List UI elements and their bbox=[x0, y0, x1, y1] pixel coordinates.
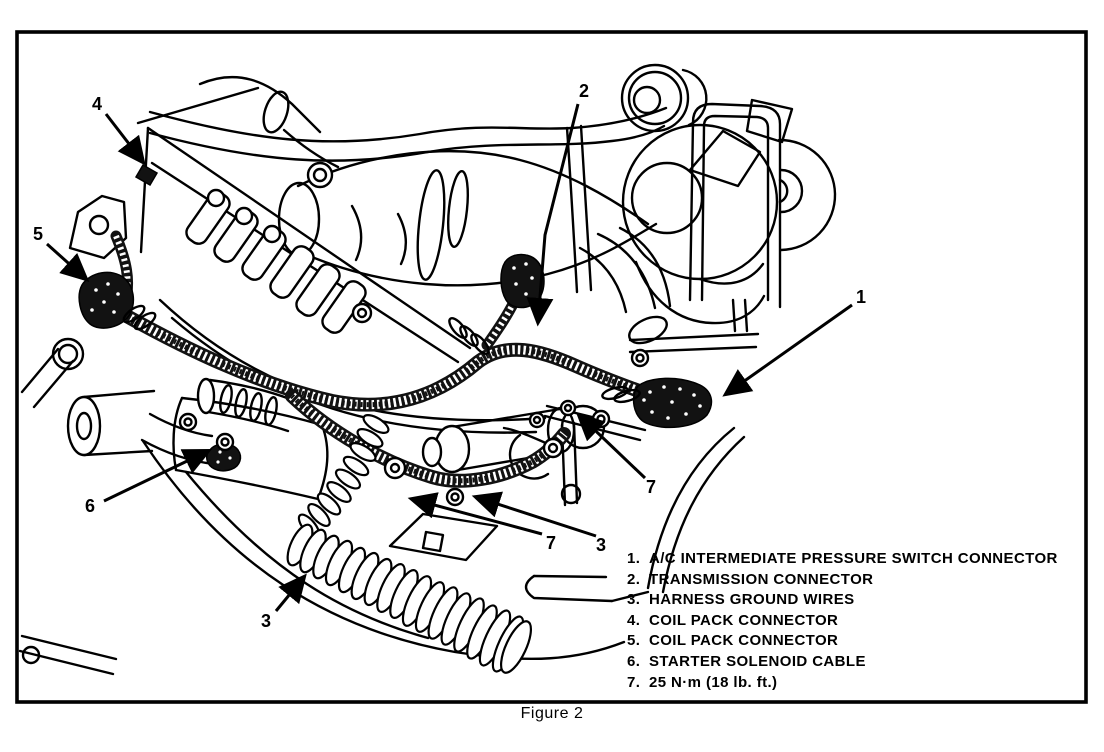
callout-3-bottom: 3 bbox=[260, 611, 272, 631]
corrugated-hose bbox=[283, 521, 537, 676]
legend-item-label: 25 N·m (18 lb. ft.) bbox=[649, 673, 778, 691]
legend-item-5 bbox=[627, 631, 1097, 652]
legend-item-6 bbox=[627, 652, 1097, 673]
leader-5 bbox=[47, 244, 86, 279]
legend-item-label: TRANSMISSION CONNECTOR bbox=[649, 570, 874, 588]
callout-5: 5 bbox=[32, 224, 44, 244]
coil-pack bbox=[183, 189, 369, 336]
legend-item-number: 1. bbox=[627, 550, 641, 567]
legend-item-label: COIL PACK CONNECTOR bbox=[649, 632, 839, 650]
legend-item-label: STARTER SOLENOID CABLE bbox=[649, 652, 866, 670]
legend-item-number: 5. bbox=[627, 632, 641, 650]
legend-item-2 bbox=[627, 570, 1097, 591]
cowl-panel-lines bbox=[138, 88, 545, 433]
callout-2: 2 bbox=[578, 81, 590, 101]
figure-caption: Figure 2 bbox=[520, 705, 584, 722]
leader-4 bbox=[106, 114, 143, 162]
callout-6: 6 bbox=[84, 496, 96, 516]
legend-item-number: 7. bbox=[627, 673, 641, 691]
muffler-cylinder bbox=[68, 391, 154, 455]
intake-plenum bbox=[279, 151, 656, 285]
exhaust-cones bbox=[580, 228, 671, 348]
legend-item-number: 4. bbox=[627, 611, 641, 629]
legend-item-label: A/C INTERMEDIATE PRESSURE SWITCH CONNECTOR bbox=[649, 550, 1058, 567]
legend-item-3 bbox=[627, 590, 1097, 611]
legend-item-number: 6. bbox=[627, 652, 641, 670]
callout-1: 1 bbox=[855, 287, 867, 307]
callout-3-mid: 3 bbox=[595, 535, 607, 555]
legend bbox=[627, 549, 1097, 693]
legend-item-number: 3. bbox=[627, 591, 641, 609]
legend-item-7 bbox=[627, 673, 1097, 694]
legend-item-label: COIL PACK CONNECTOR bbox=[649, 611, 839, 629]
transmission-connector-2 bbox=[501, 255, 544, 308]
legend-item-label: HARNESS GROUND WIRES bbox=[649, 591, 855, 609]
coil-pack-connector-4 bbox=[136, 165, 157, 185]
legend-item-4 bbox=[627, 611, 1097, 632]
legend-item-1 bbox=[627, 549, 1097, 570]
leader-1 bbox=[726, 305, 852, 394]
callout-7-mid: 7 bbox=[645, 477, 657, 497]
callout-4: 4 bbox=[91, 94, 103, 114]
legend-item-number: 2. bbox=[627, 570, 641, 588]
callout-7-left: 7 bbox=[545, 533, 557, 553]
